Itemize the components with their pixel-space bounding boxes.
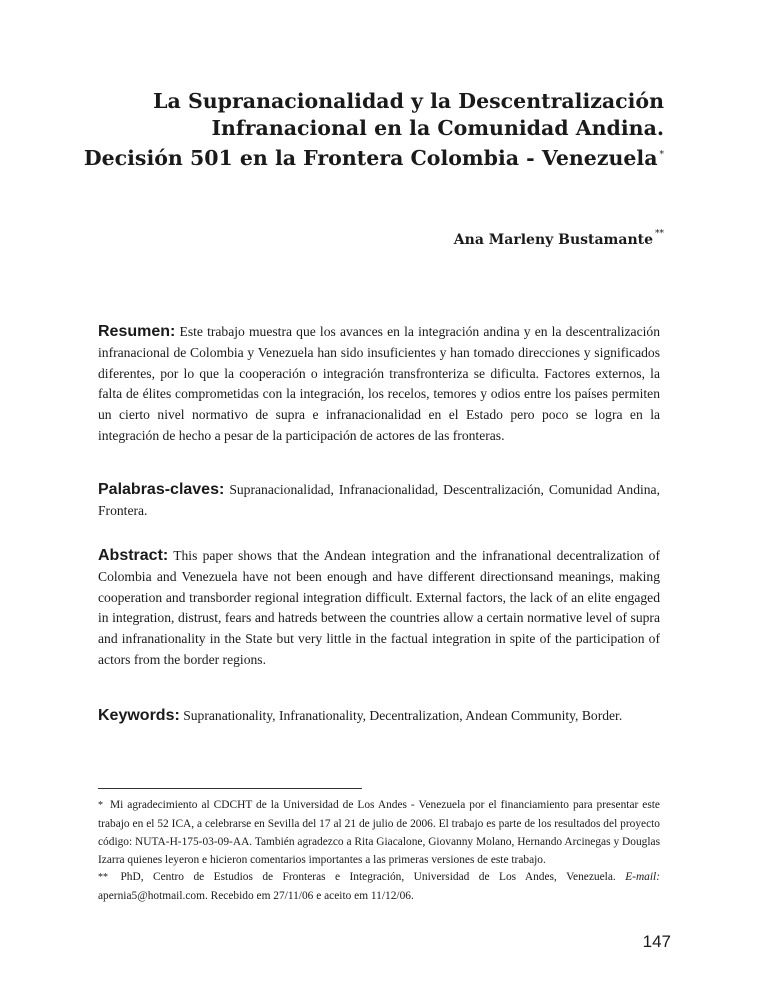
footnote-2-text-after: apernia5@hotmail.com. Recebido em 27/11/06 e aceito em 11/12/06. [98,890,414,902]
footnote-1-mark: * [98,800,103,811]
title-footnote-mark: * [659,150,664,160]
resumen-label: Resumen: [98,323,176,340]
author-name-text: Ana Marleny Bustamante [453,232,653,248]
keywords-text: Supranationality, Infranationality, Decentralization, Andean Community, Border. [183,708,623,723]
palabras-claves-paragraph [98,480,660,522]
footnote-2 [98,868,660,905]
footnote-1 [98,796,660,869]
abstract-paragraph [98,546,660,671]
title-line-3-text: Decisión 501 en la Frontera Colombia - Venezuela [83,146,658,170]
article-title [44,88,664,172]
page-number: 147 [642,932,671,951]
palabras-claves-text: Supranacionalidad, Infranacionalidad, Descentralización, Comunidad Andina, Frontera. [98,482,660,518]
keywords-label: Keywords: [98,707,180,724]
author-name [454,229,664,248]
title-line-2: Infranacional en la Comunidad Andina. [211,116,664,140]
abstract-text: This paper shows that the Andean integration and the infranational decentralization of Colombia and Venezuela have not been enough and have different directionsand meanings, making cooperation and transborder regional integration difficult. External factors, the lack of an elite engaged in integration, distrust, fears and hatreds between the countries allow a certain normative level of supra and infranationality in the State but very little in the factual integration in spite of the participation of actors from the border regions. [98,548,660,667]
footnote-divider [98,788,362,789]
author-footnote-mark: ** [655,229,664,239]
resumen-paragraph [98,322,660,447]
footnote-2-mark: ** [98,872,108,883]
keywords-paragraph [98,706,660,727]
title-line-1: La Supranacionalidad y la Descentralización [153,89,664,113]
footnote-2-text: PhD, Centro de Estudios de Fronteras e Integración, Universidad de Los Andes, Venezuela. [120,871,616,883]
title-line-3 [44,142,664,172]
palabras-claves-label: Palabras-claves: [98,481,225,498]
footnote-1-text: Mi agradecimiento al CDCHT de la Universidad de Los Andes - Venezuela por el financiamiento para presentar este trabajo en el 52 ICA, a celebrarse en Sevilla del 17 al 21 de julio de 2006. El trabajo es parte de los resultados del proyecto código: NUTA-H-175-03-09-AA. También agradezco a Rita Giacalone, Giovanny Molano, Hernando Arcinegas y Douglas Izarra quienes leyeron e hicieron comentarios importantes a las primeras versiones de este trabajo. [98,799,660,866]
abstract-label: Abstract: [98,547,169,564]
resumen-text: Este trabajo muestra que los avances en la integración andina y en la descentralización infranacional de Colombia y Venezuela han sido insuficientes y han tomado direcciones y significados diferentes, por lo que la cooperación o integración transfronteriza se dificulta. Factores externos, la falta de élites comprometidas con la integración, los recelos, temores y odios entre los países permiten un cierto nivel normativo de supra e infranacionalidad en el Estado pero poco se logra en la integración de hecho a pesar de la participación de actores de las fronteras. [98,324,660,443]
footnote-2-email-label: E-mail: [625,871,660,883]
